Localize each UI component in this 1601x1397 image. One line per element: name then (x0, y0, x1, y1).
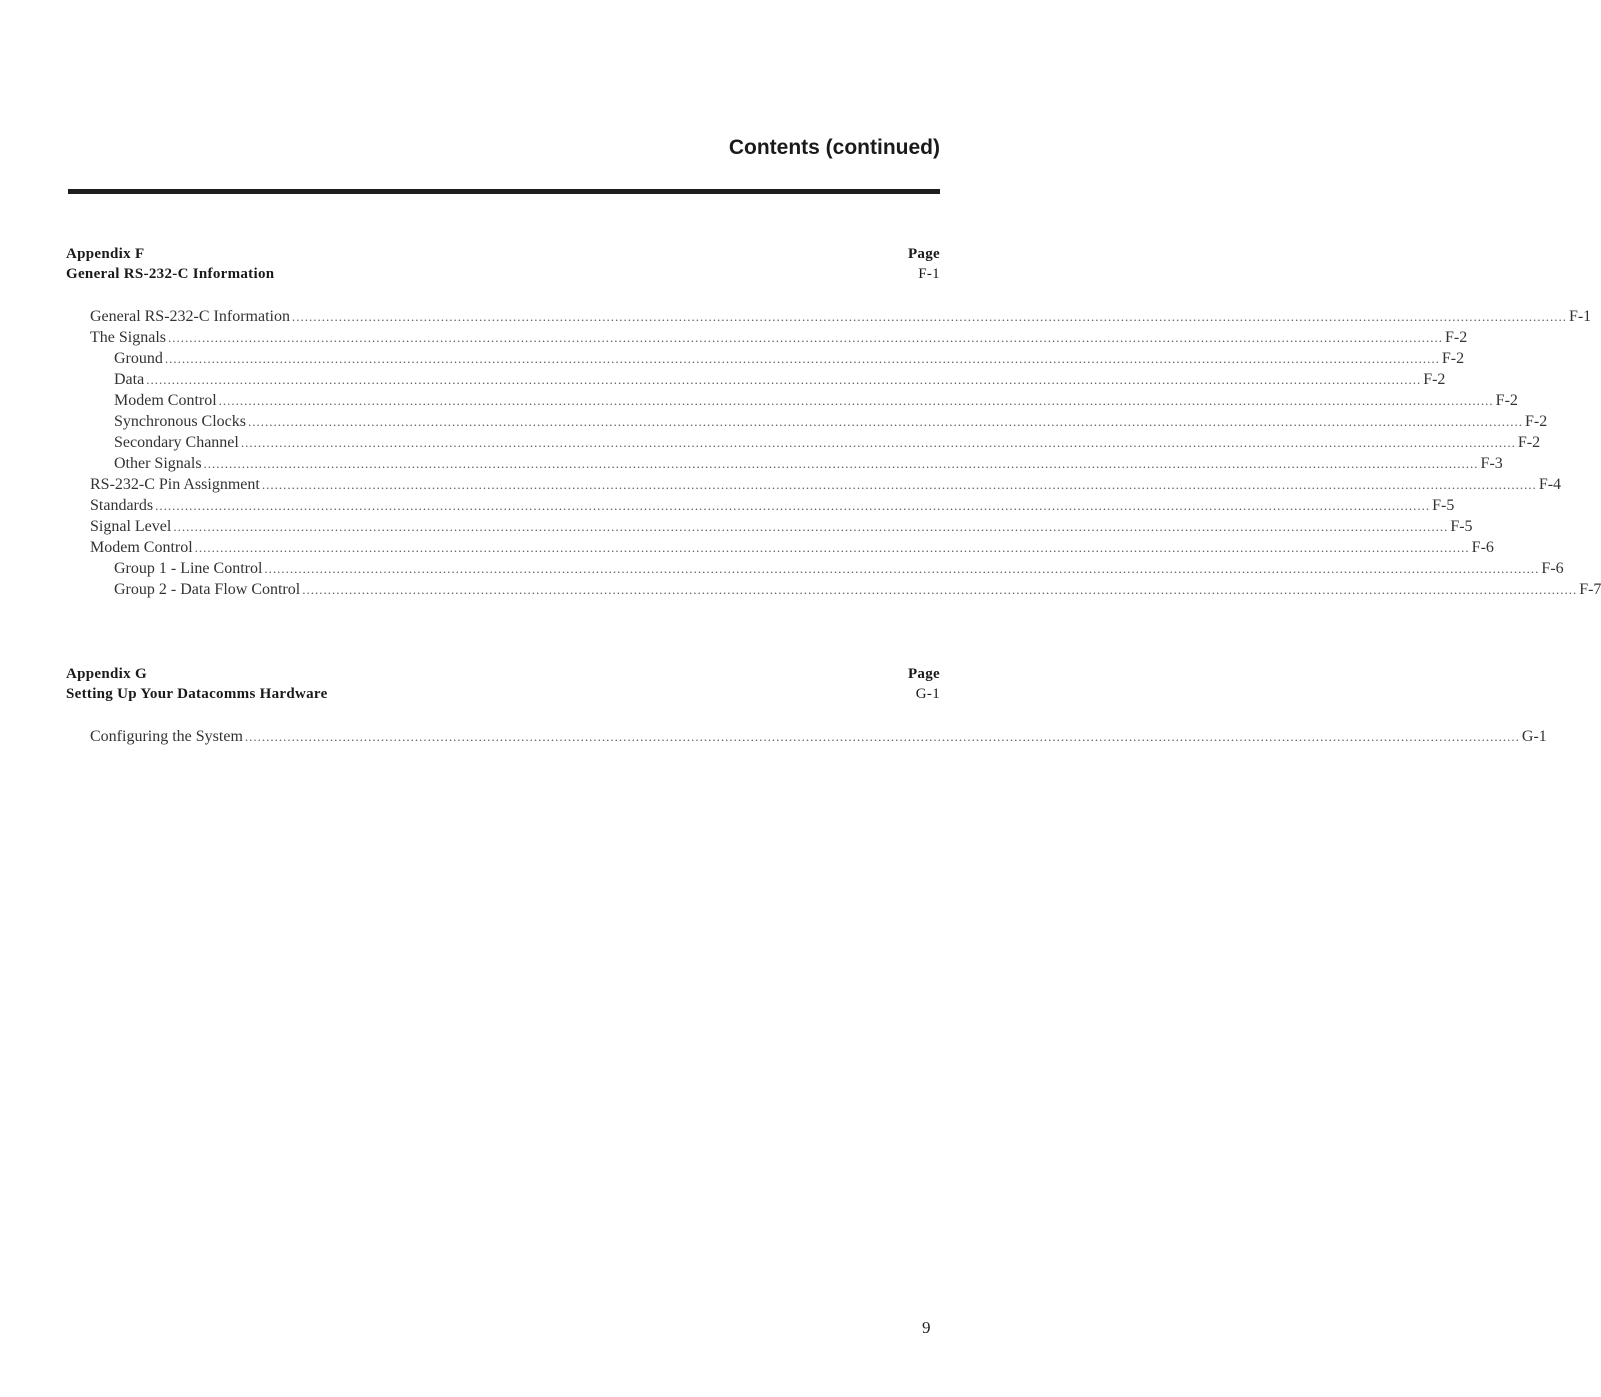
page-column-label: Page (907, 246, 940, 262)
toc-leader-dots: ............................................................................................................................................................................................................................................................................................................ (248, 414, 1523, 429)
toc-entry (66, 350, 1465, 371)
toc-entry (66, 329, 1468, 350)
toc-entry-title: Data (114, 371, 145, 388)
appendix-g-section (66, 666, 1547, 749)
toc-leader-dots: ............................................................................................................................................................................................................................................................................................................ (261, 477, 1537, 492)
toc-entry-page: F-4 (1538, 476, 1562, 493)
toc-entry-title: Modem Control (90, 539, 193, 556)
appendix-title: Setting Up Your Datacomms Hardware (66, 686, 328, 702)
toc-entry (66, 497, 1455, 518)
toc-entry-page: F-7 (1579, 581, 1601, 598)
section-title-row (66, 266, 940, 286)
toc-entry-page: F-2 (1495, 392, 1518, 409)
toc-entry-page: F-1 (1568, 308, 1592, 325)
toc-leader-dots: ............................................................................................................................................................................................................................................................................................................ (194, 540, 1470, 555)
toc-leader-dots: ............................................................................................................................................................................................................................................................................................................ (291, 309, 1567, 324)
toc-leader-dots: ............................................................................................................................................................................................................................................................................................................ (203, 456, 1479, 471)
toc-entry-page: F-2 (1445, 329, 1468, 346)
toc-entry-title: Secondary Channel (114, 434, 239, 451)
section-title-row (66, 686, 940, 706)
toc-entry-title: Synchronous Clocks (114, 413, 246, 430)
toc-entry-title: The Signals (90, 329, 166, 346)
toc-entry-page: F-2 (1525, 413, 1548, 430)
toc-entry-page: F-2 (1517, 434, 1541, 451)
toc-entry-title: Modem Control (114, 392, 217, 409)
toc-leader-dots: ............................................................................................................................................................................................................................................................................................................ (164, 351, 1440, 366)
toc-leader-dots: ............................................................................................................................................................................................................................................................................................................ (155, 498, 1431, 513)
toc-entry (66, 518, 1473, 539)
appendix-title: General RS-232-C Information (66, 266, 275, 282)
toc-leader-dots: ............................................................................................................................................................................................................................................................................................................ (146, 372, 1422, 387)
toc-entry-page: F-2 (1441, 350, 1465, 367)
section-heading-row (66, 246, 940, 266)
toc-entry (66, 434, 1541, 455)
toc-leader-dots: ............................................................................................................................................................................................................................................................................................................ (173, 519, 1449, 534)
toc-entry-title: Group 2 - Data Flow Control (114, 581, 301, 598)
toc-entry-title: Signal Level (90, 518, 172, 535)
toc-entry-page: G-1 (1521, 728, 1547, 745)
toc-entry (66, 539, 1494, 560)
toc-entry-page: F-5 (1450, 518, 1473, 535)
toc-entry-page: F-5 (1432, 497, 1455, 514)
header-rule (68, 189, 940, 194)
toc-entry (66, 728, 1547, 749)
page-column-label: Page (907, 666, 940, 682)
toc-entry-title: Ground (114, 350, 163, 367)
toc-entry (66, 308, 1592, 329)
toc-entry-page: F-6 (1541, 560, 1564, 577)
toc-entry (66, 476, 1562, 497)
page-number: 9 (922, 1318, 931, 1337)
toc-entry-title: General RS-232-C Information (90, 308, 290, 325)
section-heading-row (66, 666, 940, 686)
appendix-page: G-1 (915, 686, 940, 702)
toc-entry (66, 560, 1564, 581)
toc-leader-dots: ............................................................................................................................................................................................................................................................................................................ (218, 393, 1494, 408)
toc-entry-title: Standards (90, 497, 154, 514)
toc-entry (66, 455, 1503, 476)
toc-leader-dots: ............................................................................................................................................................................................................................................................................................................ (264, 561, 1540, 576)
toc-entry-title: RS-232-C Pin Assignment (90, 476, 260, 493)
toc-entry-page: F-3 (1480, 455, 1503, 472)
appendix-page: F-1 (918, 266, 940, 282)
toc-entry-title: Group 1 - Line Control (114, 560, 263, 577)
toc-entry (66, 371, 1446, 392)
toc-entry (66, 392, 1518, 413)
toc-leader-dots: ............................................................................................................................................................................................................................................................................................................ (240, 435, 1516, 450)
toc-entry-title: Configuring the System (90, 728, 243, 745)
toc-entry-list (66, 728, 1547, 749)
appendix-label: Appendix G (66, 666, 147, 682)
toc-entry-page: F-6 (1471, 539, 1494, 556)
page-title: Contents (continued) (728, 136, 940, 159)
toc-entry-list (66, 308, 1601, 602)
toc-entry (66, 581, 1601, 602)
toc-leader-dots: ............................................................................................................................................................................................................................................................................................................ (168, 330, 1443, 345)
toc-entry-title: Other Signals (114, 455, 202, 472)
appendix-label: Appendix F (66, 246, 145, 262)
toc-leader-dots: ............................................................................................................................................................................................................................................................................................................ (244, 729, 1520, 744)
toc-entry-page: F-2 (1423, 371, 1446, 388)
toc-entry (66, 413, 1548, 434)
appendix-f-section (66, 246, 1601, 602)
toc-leader-dots: ............................................................................................................................................................................................................................................................................................................ (302, 582, 1578, 597)
